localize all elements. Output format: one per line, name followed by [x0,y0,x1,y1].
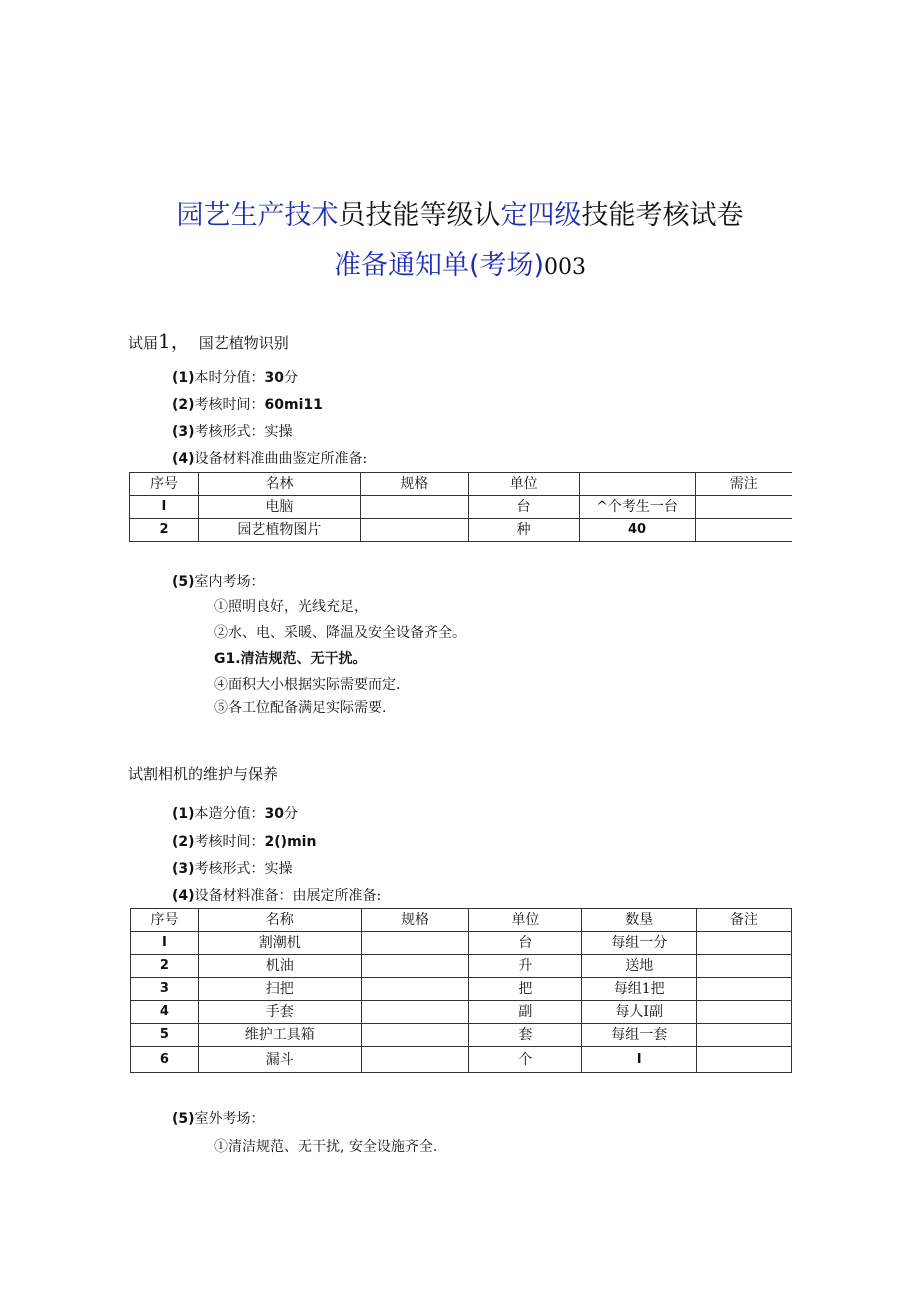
cell [695,496,792,519]
section2-item: (2)考核时间：2()min [172,834,317,850]
title-part: 定四级 [500,200,582,231]
section1-item: (1)本时分值：30分 [172,370,299,386]
cell [697,955,792,978]
heading-text: 试届 [128,334,159,352]
section2-item: (1)本造分值：30分 [172,806,299,822]
subtitle-part: 003 [544,255,587,280]
table-row [131,955,792,978]
cell: 40 [579,519,695,542]
cell: 机油 [198,955,361,978]
cell: 6 [131,1047,199,1073]
header-cell: 规格 [360,473,468,496]
cell: 每人I副 [582,1001,697,1024]
section1-venue: (5)室内考场： [172,574,265,590]
cell: 维护工具箱 [198,1024,361,1047]
cell: 扫把 [198,978,361,1001]
cell: 把 [469,978,582,1001]
header-cell: 序号 [131,909,199,932]
section2-heading: 试割相机的维护与保养 [128,765,279,783]
cell [697,978,792,1001]
venue-item: ②水、电、采暖、降温及安全设备齐全。 [214,625,466,641]
table-row [131,932,792,955]
header-cell [579,473,695,496]
table-row [131,1024,792,1047]
section1-item: (2)考核时间：60mi11 [172,397,323,413]
cell: 割潮机 [198,932,361,955]
cell: 台 [468,496,579,519]
cell [697,932,792,955]
document-title [0,193,920,232]
venue-item: ⑤各工位配备满足实际需要. [214,700,387,716]
section1-heading [128,325,289,354]
table-row [131,978,792,1001]
cell [361,1024,469,1047]
cell [361,1001,469,1024]
header-cell: 单位 [469,909,582,932]
heading-text: 国艺植物识别 [198,334,289,352]
cell: 每组一分 [582,932,697,955]
cell: I [582,1047,697,1073]
table-row [130,519,793,542]
cell: 个 [469,1047,582,1073]
table-row [131,1047,792,1073]
cell [697,1001,792,1024]
table-row [130,496,793,519]
cell: 套 [469,1024,582,1047]
header-cell: 序号 [130,473,199,496]
header-cell: 单位 [468,473,579,496]
heading-number: 1， [158,329,191,353]
section1-item: (3)考核形式：实操 [172,424,293,440]
section2-item: (4)设备材料准备：由展定所准备: [172,888,382,904]
cell: 3 [131,978,199,1001]
cell: ^个考生一台 [579,496,695,519]
cell: 电脑 [198,496,360,519]
equipment-table-2 [130,908,792,1073]
table-header-row [130,473,793,496]
cell [697,1047,792,1073]
table-row [131,1001,792,1024]
cell [361,1047,469,1073]
document-subtitle [0,243,920,282]
header-cell: 名林 [198,473,360,496]
cell: 升 [469,955,582,978]
cell: 每组1把 [582,978,697,1001]
cell: 手套 [198,1001,361,1024]
cell [361,932,469,955]
cell [360,496,468,519]
cell: 漏斗 [198,1047,361,1073]
section2-venue: (5)室外考场： [172,1111,265,1127]
cell [361,955,469,978]
venue-item: ①照明良好，光线充足， [214,599,368,615]
title-part: 技能考核试卷 [581,200,744,231]
subtitle-part: 准备通知单(考场) [333,250,545,281]
cell [361,978,469,1001]
cell: 4 [131,1001,199,1024]
venue-item: ④面积大小根据实际需要而定. [214,677,401,693]
cell: 种 [468,519,579,542]
section1-item: (4)设备材料准曲曲鉴定所准备: [172,451,368,467]
cell: 园艺植物图片 [198,519,360,542]
section2-item: (3)考核形式：实操 [172,861,293,877]
cell: 5 [131,1024,199,1047]
cell [697,1024,792,1047]
cell: I [130,496,199,519]
header-cell: 数垦 [582,909,697,932]
venue-item: ①清洁规范、无干扰, 安全设施齐全. [214,1139,438,1155]
cell: 2 [130,519,199,542]
cell: 2 [131,955,199,978]
cell [695,519,792,542]
cell: 每组一套 [582,1024,697,1047]
header-cell: 规格 [361,909,469,932]
header-cell: 需注 [695,473,792,496]
venue-item-text: G1.清洁规范、无干扰。 [214,651,367,667]
cell: 副 [469,1001,582,1024]
cell [360,519,468,542]
title-part: 员技能等级认 [338,200,501,231]
title-part: 园艺生产技术 [176,200,339,231]
cell: 送地 [582,955,697,978]
header-cell: 名称 [198,909,361,932]
cell: I [131,932,199,955]
equipment-table-1 [129,472,792,542]
venue-item [214,648,367,668]
cell: 台 [469,932,582,955]
header-cell: 备注 [697,909,792,932]
table-header-row [131,909,792,932]
